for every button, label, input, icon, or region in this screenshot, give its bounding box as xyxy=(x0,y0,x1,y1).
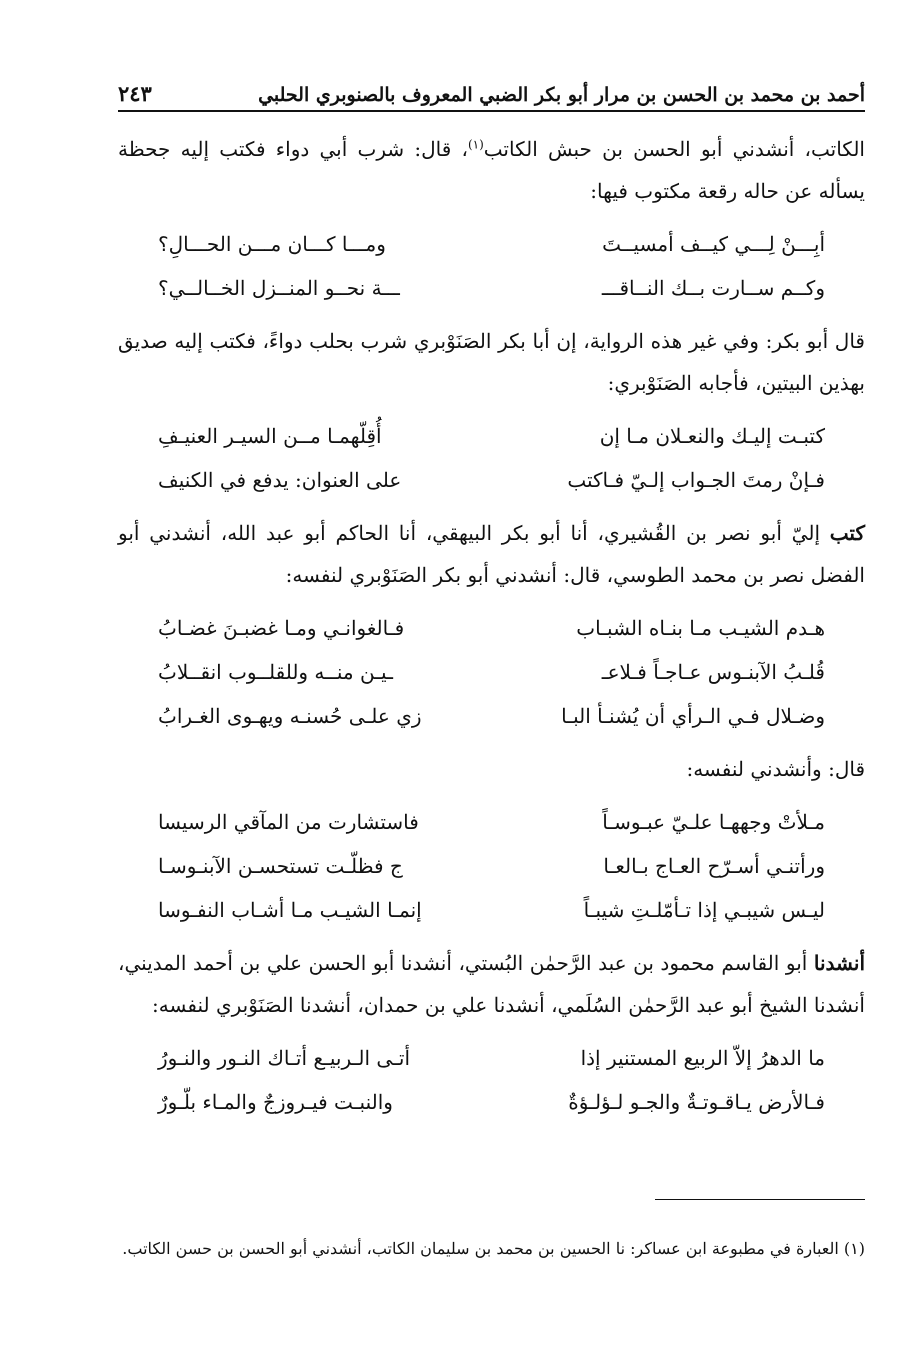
paragraph-3 xyxy=(118,512,865,596)
paragraph-4: قال: وأنشدني لنفسه: xyxy=(686,757,865,781)
hemistich-first: فـالأرض يـاقـوتـةٌ والجـو لـؤلـؤةٌ xyxy=(568,1090,825,1114)
hemistich-second: ـيـن منــه وللقلــوب انقــلابُ xyxy=(158,660,393,684)
poem-3 xyxy=(118,606,865,738)
footnote-divider xyxy=(655,1199,865,1200)
hemistich-first: وضـلال فـي الـرأي أن يُشنـأ البـا xyxy=(561,704,825,728)
paragraph-1-text-b: ، قال: شرب أبي دواء فكتب إليه جحظة يسأله عن حاله رقعة مكتوب فيها: xyxy=(118,137,865,203)
poem-3-line-3 xyxy=(118,694,865,738)
page-header xyxy=(118,62,865,112)
footnote-ref-1: (١) xyxy=(467,137,484,152)
hemistich-second: ج فظلّـت تستحسـن الآبنـوسـا xyxy=(158,854,403,878)
paragraph-2: قال أبو بكر: وفي غير هذه الرواية، إن أبا بكر الصَنَوْبري شرب بحلب دواءً، فكتب إليه صديق بهذين البيتين، فأجابه الصَنَوْبري: xyxy=(118,329,865,395)
hemistich-first: أبِـــنْ لِـــي كيــف أمسيــتَ xyxy=(602,232,825,256)
hemistich-first: فـإنْ رمتَ الجـواب إلـيّ فـاكتب xyxy=(567,468,825,492)
poem-4 xyxy=(118,800,865,932)
page-number: ٢٤٣ xyxy=(118,81,152,106)
hemistich-second: أتـى الـربيـع أتـاك النـور والنـورُ xyxy=(158,1046,411,1070)
poem-4-line-3 xyxy=(118,888,865,932)
paragraph-5-lead-word: أنشدنا xyxy=(813,951,865,975)
poem-5 xyxy=(118,1036,865,1124)
footnote-1: (١) العبارة في مطبوعة ابن عساكر: نا الحسين بن محمد بن سليمان الكاتب، أنشدني أبو الحسن بن حسن الكاتب. xyxy=(122,1239,865,1258)
hemistich-first: مـلأتْ وجههـا علـيّ عبـوسـاً xyxy=(602,810,825,834)
poem-1-line-1 xyxy=(118,222,865,266)
poem-2-line-2 xyxy=(118,458,865,502)
paragraph-5-text: أبو القاسم محمود بن عبد الرَّحمٰن البُستي، أنشدنا أبو الحسن علي بن أحمد المديني، أنشدنا الشيخ أبو عبد الرَّحمٰن السُلَمي، أنشدنا علي بن حمدان، أنشدنا الصَنَوْبري لنفسه: xyxy=(118,951,865,1017)
hemistich-second: إنمـا الشيـب مـا أشـاب النفـوسا xyxy=(158,898,422,922)
hemistich-first: قُلـبُ الآبنـوس عـاجـاً فـلاعـ xyxy=(601,660,825,684)
paragraph-1 xyxy=(118,128,865,212)
hemistich-first: ورأتنـي أسـرّح العـاج بـالعـا xyxy=(603,854,825,878)
paragraph-3-text: إليّ أبو نصر بن القُشيري، أنا أبو بكر البيهقي، أنا الحاكم أبو عبد الله، أنشدني أبو الفضل نصر بن محمد الطوسي، قال: أنشدني أبو بكر الصَنَوْبري لنفسه: xyxy=(118,521,865,587)
poem-4-line-2 xyxy=(118,844,865,888)
hemistich-second: أُقِلّهمـا مــن السيـر العنيـفِ xyxy=(158,424,382,448)
poem-5-line-2 xyxy=(118,1080,865,1124)
hemistich-first: وكــم ســارت بــك النــاقـــ xyxy=(601,276,825,300)
hemistich-first: كتبـت إليـك والنعـلان مـا إن xyxy=(599,424,825,448)
hemistich-first: ليـس شيبـي إذا تـأمّلـتِ شيبـاً xyxy=(583,898,825,922)
poem-4-line-1 xyxy=(118,800,865,844)
hemistich-second: زي علـى حُسنـه ويهـوى الغـرابُ xyxy=(158,704,422,728)
paragraph-1-text-a: الكاتب، أنشدني أبو الحسن بن حبش الكاتب xyxy=(483,137,865,161)
hemistich-second: ومـــا كـــان مـــن الحـــالِ؟ xyxy=(158,232,386,256)
paragraph-3-lead-word: كتب xyxy=(829,521,865,545)
poem-2-line-1 xyxy=(118,414,865,458)
page-body xyxy=(118,128,865,1134)
poem-5-line-1 xyxy=(118,1036,865,1080)
hemistich-first: ما الدهرُ إلاّ الربيع المستنير إذا xyxy=(580,1046,825,1070)
hemistich-second: فـالغوانـي ومـا غضبـنَ غضـابُ xyxy=(158,616,405,640)
running-head: أحمد بن محمد بن الحسن بن مرار أبو بكر الضبي المعروف بالصنوبري الحلبي xyxy=(258,84,865,106)
paragraph-5 xyxy=(118,942,865,1026)
poem-1-line-2 xyxy=(118,266,865,310)
poem-1 xyxy=(118,222,865,310)
hemistich-second: والنبـت فيـروزجٌ والمـاء بلّـورٌ xyxy=(158,1090,393,1114)
poem-3-line-1 xyxy=(118,606,865,650)
poem-3-line-2 xyxy=(118,650,865,694)
hemistich-second: على العنوان: يدفع في الكنيف xyxy=(158,468,402,492)
hemistich-second: ـــة نحــو المنــزل الخــالــي؟ xyxy=(158,276,400,300)
poem-2 xyxy=(118,414,865,502)
hemistich-first: هـدم الشيـب مـا بنـاه الشبـاب xyxy=(576,616,825,640)
hemistich-second: فاستشارت من المآقي الرسيسا xyxy=(158,810,419,834)
